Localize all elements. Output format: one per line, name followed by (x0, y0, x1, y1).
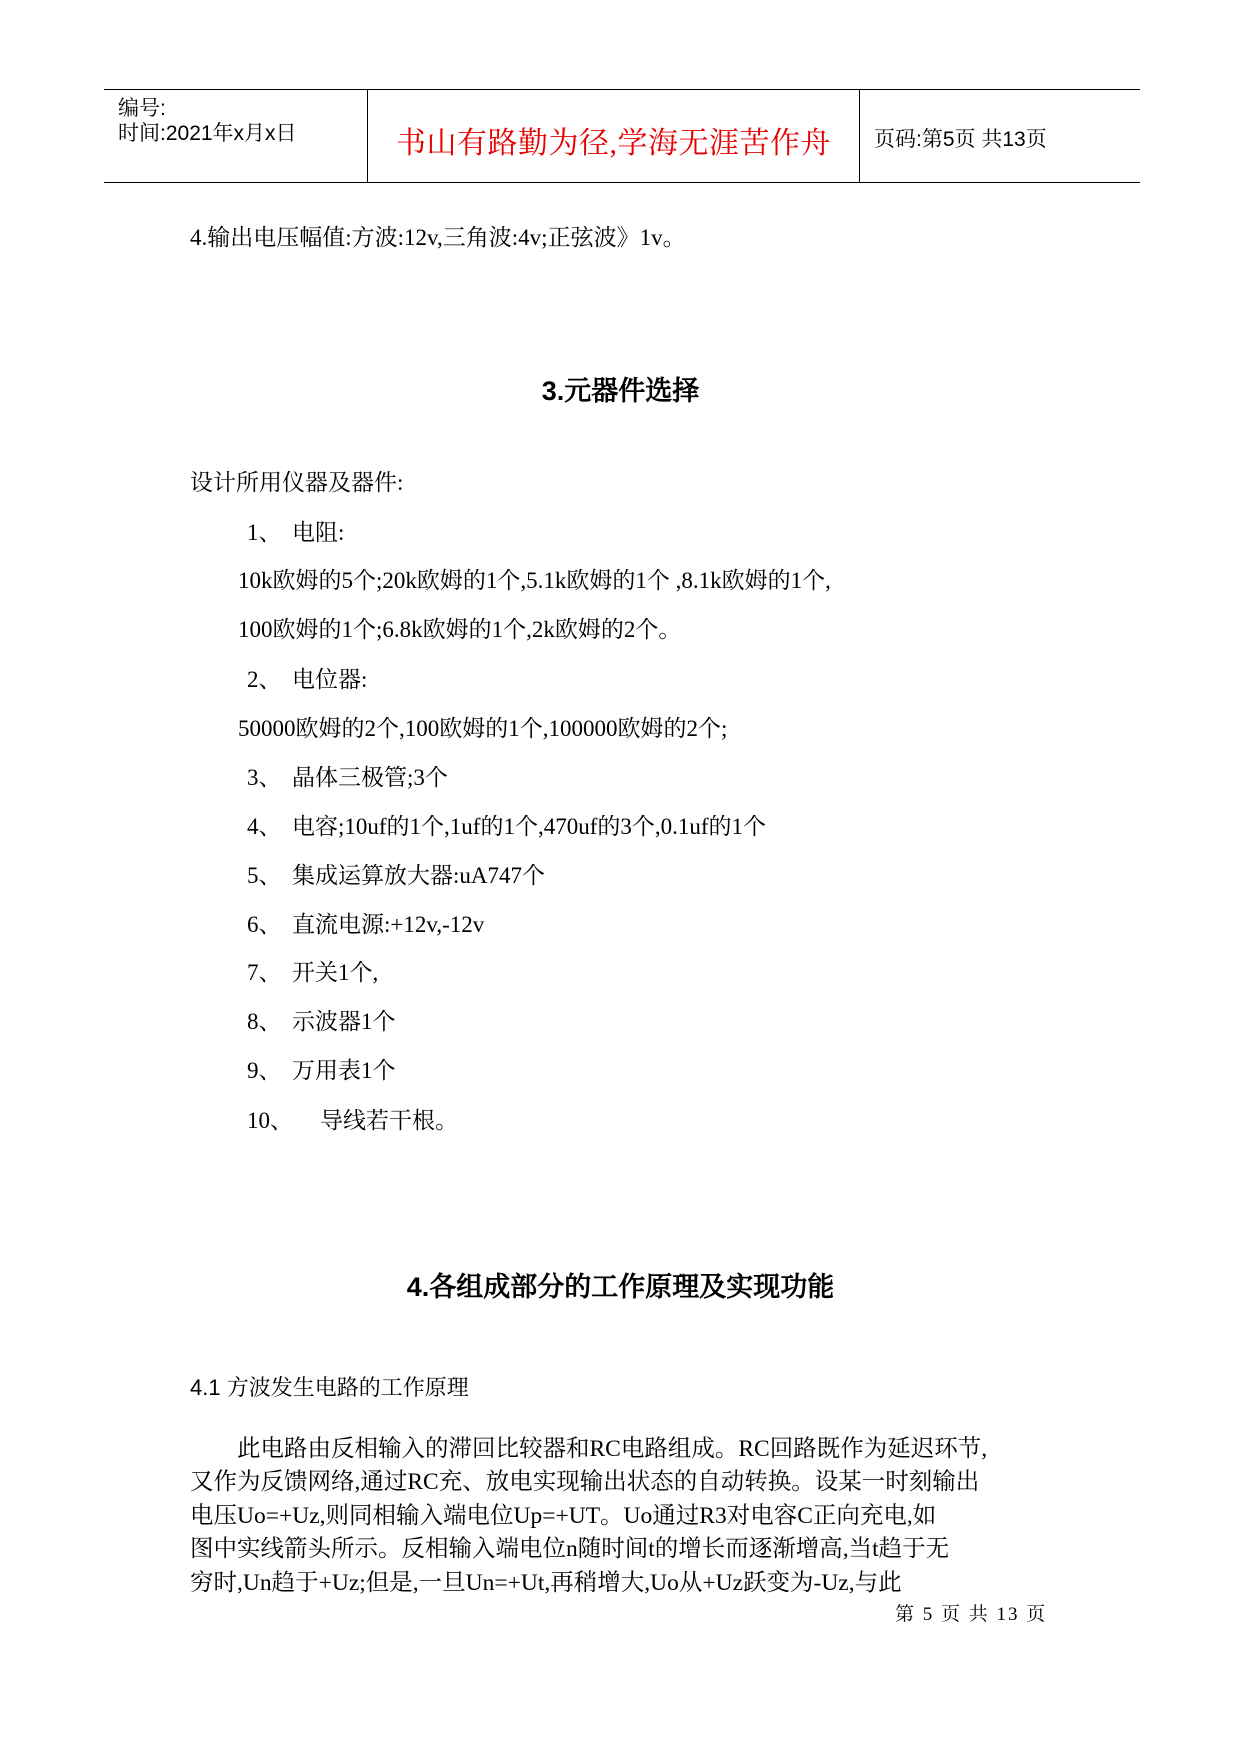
list-item: 万用表1个 (292, 1058, 396, 1083)
section-3-title: 3.元器件选择 (541, 376, 700, 406)
paragraph-line: 此电路由反相输入的滞回比较器和RC电路组成。RC回路既作为延迟环节, (237, 1436, 988, 1462)
page-footer: 第 5 页 共 13 页 (895, 1604, 1048, 1625)
list-item: 集成运算放大器:uA747个 (292, 863, 545, 888)
component-intro: 设计所用仪器及器件: (190, 470, 404, 495)
square-wave-paragraph (190, 1433, 1070, 1600)
header-page-label: 页码:第5页 共13页 (874, 128, 1047, 151)
list-item: 开关1个, (292, 960, 379, 985)
list-item-number: 9、 (247, 1058, 282, 1083)
paragraph-line: 电压Uo=+Uz,则同相输入端电位Up=+UT。Uo通过R3对电容C正向充电,如 (190, 1502, 937, 1529)
list-item: 示波器1个 (292, 1009, 396, 1034)
output-amplitude-line: 4.输出电压幅值:方波:12v,三角波:4v;正弦波》1v。 (190, 225, 686, 250)
section-4-title: 4.各组成部分的工作原理及实现功能 (406, 1272, 835, 1302)
list-item: 电阻: (292, 520, 345, 545)
header-motto: 书山有路勤为径,学海无涯苦作舟 (396, 127, 831, 160)
list-item: 10k欧姆的5个;20k欧姆的1个,5.1k欧姆的1个 ,8.1k欧姆的1个, (238, 568, 831, 593)
header-page-cell (860, 90, 1140, 182)
list-item-number: 3、 (247, 765, 282, 790)
document-number-label: 编号: (118, 97, 166, 120)
page-header (104, 89, 1140, 183)
document-time-label: 时间:2021年x月x日 (118, 122, 297, 145)
list-item: 导线若干根。 (320, 1108, 458, 1133)
list-item-number: 8、 (247, 1009, 282, 1034)
list-item-number: 6、 (247, 912, 282, 937)
section-4-1-subtitle: 4.1 方波发生电路的工作原理 (190, 1375, 469, 1400)
list-item-number: 5、 (247, 863, 282, 888)
header-motto-cell (368, 90, 860, 182)
list-item-number: 1、 (247, 520, 282, 545)
list-item: 电容;10uf的1个,1uf的1个,470uf的3个,0.1uf的1个 (292, 814, 767, 839)
list-item: 电位器: (292, 667, 368, 692)
paragraph-line: 图中实线箭头所示。反相输入端电位n随时间t的增长而逐渐增高,当t趋于无 (190, 1536, 950, 1563)
list-item-number: 2、 (247, 667, 282, 692)
list-item: 100欧姆的1个;6.8k欧姆的1个,2k欧姆的2个。 (238, 617, 682, 642)
header-left-cell (104, 90, 368, 182)
list-item: 直流电源:+12v,-12v (292, 912, 485, 937)
list-item: 50000欧姆的2个,100欧姆的1个,100000欧姆的2个; (238, 716, 728, 741)
list-item: 晶体三极管;3个 (292, 765, 448, 790)
list-item-number: 4、 (247, 814, 282, 839)
paragraph-line: 穷时,Un趋于+Uz;但是,一旦Un=+Ut,再稍增大,Uo从+Uz跃变为-Uz,与此 (190, 1569, 902, 1596)
paragraph-line: 又作为反馈网络,通过RC充、放电实现输出状态的自动转换。设某一时刻输出 (190, 1469, 980, 1496)
list-item-number: 10、 (247, 1108, 293, 1133)
list-item-number: 7、 (247, 960, 282, 985)
